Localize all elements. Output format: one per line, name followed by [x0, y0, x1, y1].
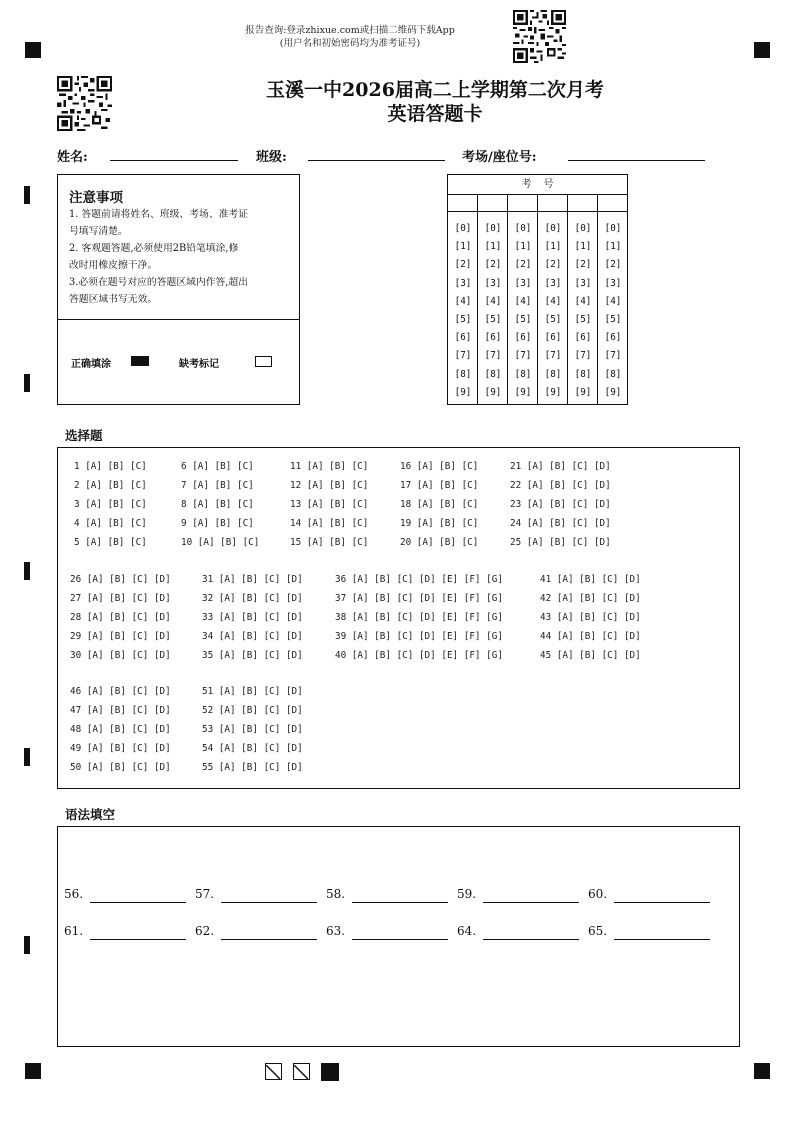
choice-question-row[interactable]: 37 [A] [B] [C] [D] [E] [F] [G]	[335, 593, 503, 604]
exam-number-write-box[interactable]	[568, 194, 598, 212]
choice-question-row[interactable]: 31 [A] [B] [C] [D]	[202, 574, 303, 585]
report-login-note	[200, 24, 500, 50]
grammar-item-number: 58.	[326, 887, 346, 901]
choice-question-row[interactable]: 22 [A] [B] [C] [D]	[510, 480, 611, 491]
exam-number-bubble[interactable]: [5]	[574, 314, 592, 325]
exam-number-bubble[interactable]: [8]	[484, 368, 502, 380]
exam-number-bubble[interactable]: [1]	[574, 241, 592, 253]
choice-question-row[interactable]: 46 [A] [B] [C] [D]	[70, 686, 171, 697]
seat-field[interactable]	[568, 160, 705, 161]
correct-fill-sample	[131, 356, 149, 366]
notice-box	[57, 174, 300, 405]
exam-number-bubble[interactable]: [3]	[514, 277, 532, 289]
grammar-answer-area	[57, 826, 740, 1047]
exam-number-bubble[interactable]: [0]	[544, 223, 562, 234]
exam-number-bubble[interactable]: [6]	[484, 332, 502, 344]
grammar-answer-blank[interactable]	[90, 939, 186, 940]
grammar-answer-blank[interactable]	[90, 902, 186, 903]
exam-number-grid	[447, 174, 628, 405]
exam-number-bubble[interactable]: [2]	[544, 259, 562, 271]
exam-number-bubble[interactable]: [8]	[604, 368, 622, 380]
exam-number-bubble[interactable]: [5]	[454, 314, 472, 325]
grammar-item-number: 60.	[588, 887, 608, 901]
name-label: 姓名:	[57, 150, 88, 165]
exam-number-bubble[interactable]: [0]	[484, 223, 502, 234]
exam-number-header: 考号	[448, 175, 627, 195]
choice-question-row[interactable]: 44 [A] [B] [C] [D]	[540, 631, 641, 642]
choice-question-row[interactable]: 45 [A] [B] [C] [D]	[540, 650, 641, 661]
exam-number-bubble[interactable]: [7]	[514, 350, 532, 362]
exam-title	[180, 78, 690, 126]
absent-mark-box[interactable]	[255, 356, 272, 367]
choice-question-row[interactable]: 48 [A] [B] [C] [D]	[70, 724, 171, 735]
choice-question-row[interactable]: 10 [A] [B] [C]	[181, 537, 260, 548]
name-field[interactable]	[110, 160, 238, 161]
correct-fill-label: 正确填涂	[71, 359, 111, 370]
choice-question-row[interactable]: 12 [A] [B] [C]	[290, 480, 369, 491]
choice-question-row[interactable]: 36 [A] [B] [C] [D] [E] [F] [G]	[335, 574, 503, 585]
login-note-line: 报告查询:登录zhixue.com或扫描二维码下载App	[245, 25, 455, 36]
grammar-answer-blank[interactable]	[483, 902, 579, 903]
exam-title-line1: 玉溪一中2026届高二上学期第二次月考	[266, 79, 604, 101]
exam-number-bubble[interactable]: [1]	[484, 241, 502, 253]
grammar-answer-blank[interactable]	[221, 939, 317, 940]
choice-question-row[interactable]: 52 [A] [B] [C] [D]	[202, 705, 303, 716]
timing-mark	[24, 562, 30, 580]
notice-line: 号填写清楚。	[69, 226, 128, 237]
grammar-section-label: 语法填空	[65, 807, 116, 822]
student-qr-code	[57, 76, 112, 135]
notice-line: 1. 答题前请将姓名、班级、考场、准考证	[69, 209, 249, 220]
class-field[interactable]	[308, 160, 445, 161]
exam-number-bubble[interactable]: [9]	[454, 386, 472, 398]
exam-number-bubble[interactable]: [6]	[514, 332, 532, 344]
grammar-answer-blank[interactable]	[352, 939, 448, 940]
exam-number-bubble[interactable]: [9]	[574, 386, 592, 398]
exam-number-bubble[interactable]: [4]	[454, 295, 472, 307]
notice-line: 3.必须在题号对应的答题区域内作答,超出	[69, 277, 249, 288]
choice-question-row[interactable]: 28 [A] [B] [C] [D]	[70, 612, 171, 623]
exam-number-bubble[interactable]: [6]	[604, 332, 622, 344]
exam-number-bubble[interactable]: [4]	[604, 295, 622, 307]
exam-number-bubble[interactable]: [7]	[574, 350, 592, 362]
exam-number-bubble[interactable]: [5]	[484, 314, 502, 325]
grammar-item-number: 56.	[64, 887, 84, 901]
exam-number-bubble[interactable]: [9]	[604, 386, 622, 398]
choice-question-row[interactable]: 26 [A] [B] [C] [D]	[70, 574, 171, 585]
choice-question-row[interactable]: 40 [A] [B] [C] [D] [E] [F] [G]	[335, 650, 503, 661]
exam-number-write-box[interactable]	[598, 194, 627, 212]
choice-question-row[interactable]: 19 [A] [B] [C]	[400, 518, 479, 529]
absent-mark-label: 缺考标记	[179, 359, 219, 370]
exam-number-write-box[interactable]	[538, 194, 568, 212]
grammar-answer-blank[interactable]	[352, 902, 448, 903]
choice-question-row[interactable]: 38 [A] [B] [C] [D] [E] [F] [G]	[335, 612, 503, 623]
grammar-answer-blank[interactable]	[614, 902, 710, 903]
choice-question-row[interactable]: 3 [A] [B] [C]	[74, 499, 147, 510]
exam-number-write-box[interactable]	[448, 194, 478, 212]
slash-box-mark	[293, 1063, 310, 1080]
timing-mark	[24, 748, 30, 766]
choice-question-row[interactable]: 55 [A] [B] [C] [D]	[202, 762, 303, 773]
exam-number-bubble[interactable]: [2]	[484, 259, 502, 271]
corner-mark-bottom-right	[754, 1063, 770, 1079]
grammar-item-number: 61.	[64, 924, 84, 938]
exam-number-bubble[interactable]: [5]	[514, 314, 532, 325]
exam-number-bubble[interactable]: [8]	[514, 368, 532, 380]
grammar-item-number: 62.	[195, 924, 215, 938]
grammar-answer-blank[interactable]	[483, 939, 579, 940]
choice-question-row[interactable]: 42 [A] [B] [C] [D]	[540, 593, 641, 604]
exam-number-bubble[interactable]: [8]	[544, 368, 562, 380]
exam-number-bubble[interactable]: [2]	[574, 259, 592, 271]
choice-question-row[interactable]: 35 [A] [B] [C] [D]	[202, 650, 303, 661]
class-label: 班级:	[256, 150, 287, 165]
choice-question-row[interactable]: 5 [A] [B] [C]	[74, 537, 147, 548]
exam-number-bubble[interactable]: [6]	[574, 332, 592, 344]
choice-question-row[interactable]: 54 [A] [B] [C] [D]	[202, 743, 303, 754]
choice-question-row[interactable]: 29 [A] [B] [C] [D]	[70, 631, 171, 642]
exam-number-bubble[interactable]: [1]	[604, 241, 622, 253]
choice-question-row[interactable]: 17 [A] [B] [C]	[400, 480, 479, 491]
exam-number-bubble[interactable]: [3]	[604, 277, 622, 289]
choice-question-row[interactable]: 32 [A] [B] [C] [D]	[202, 593, 303, 604]
choice-question-row[interactable]: 27 [A] [B] [C] [D]	[70, 593, 171, 604]
exam-number-bubble[interactable]: [5]	[544, 314, 562, 325]
notice-line: 改时用橡皮擦干净。	[69, 260, 158, 271]
exam-number-bubble[interactable]: [8]	[454, 368, 472, 380]
choice-question-row[interactable]: 51 [A] [B] [C] [D]	[202, 686, 303, 697]
grammar-answer-blank[interactable]	[614, 939, 710, 940]
exam-number-bubble[interactable]: [0]	[454, 223, 472, 234]
choice-question-row[interactable]: 43 [A] [B] [C] [D]	[540, 612, 641, 623]
exam-number-bubble[interactable]: [9]	[514, 386, 532, 398]
choice-section-label: 选择题	[65, 428, 103, 443]
exam-number-bubble[interactable]: [0]	[574, 223, 592, 234]
filled-box-mark	[321, 1063, 339, 1081]
exam-number-bubble[interactable]: [4]	[574, 295, 592, 307]
grammar-item-number: 57.	[195, 887, 215, 901]
exam-number-bubble[interactable]: [7]	[604, 350, 622, 362]
exam-number-bubble[interactable]: [9]	[484, 386, 502, 398]
exam-number-bubble[interactable]: [3]	[484, 277, 502, 289]
exam-number-bubble[interactable]: [4]	[484, 295, 502, 307]
exam-number-bubble[interactable]: [3]	[574, 277, 592, 289]
exam-number-bubble[interactable]: [8]	[574, 368, 592, 380]
grammar-item-number: 64.	[457, 924, 477, 938]
exam-number-bubble[interactable]: [0]	[514, 223, 532, 234]
choice-question-row[interactable]: 11 [A] [B] [C]	[290, 461, 369, 472]
exam-number-bubble[interactable]: [1]	[514, 241, 532, 253]
exam-number-bubble[interactable]: [7]	[484, 350, 502, 362]
seat-label: 考场/座位号:	[462, 150, 537, 165]
choice-question-row[interactable]: 47 [A] [B] [C] [D]	[70, 705, 171, 716]
exam-number-bubble[interactable]: [3]	[454, 277, 472, 289]
notice-divider	[58, 319, 299, 320]
notice-line: 答题区域书写无效。	[69, 294, 158, 305]
exam-number-bubble[interactable]: [1]	[454, 241, 472, 253]
choice-question-row[interactable]: 8 [A] [B] [C]	[181, 499, 254, 510]
choice-question-row[interactable]: 7 [A] [B] [C]	[181, 480, 254, 491]
choice-question-row[interactable]: 16 [A] [B] [C]	[400, 461, 479, 472]
choice-question-row[interactable]: 13 [A] [B] [C]	[290, 499, 369, 510]
choice-question-row[interactable]: 4 [A] [B] [C]	[74, 518, 147, 529]
choice-question-row[interactable]: 25 [A] [B] [C] [D]	[510, 537, 611, 548]
choice-question-row[interactable]: 34 [A] [B] [C] [D]	[202, 631, 303, 642]
exam-title-line2: 英语答题卡	[387, 103, 483, 125]
choice-question-row[interactable]: 20 [A] [B] [C]	[400, 537, 479, 548]
exam-number-write-box[interactable]	[508, 194, 538, 212]
choice-question-row[interactable]: 21 [A] [B] [C] [D]	[510, 461, 611, 472]
choice-question-row[interactable]: 1 [A] [B] [C]	[74, 461, 147, 472]
download-app-qr-code[interactable]	[513, 10, 566, 67]
exam-number-bubble[interactable]: [2]	[604, 259, 622, 271]
corner-mark-top-right	[754, 42, 770, 58]
corner-mark-bottom-left	[25, 1063, 41, 1079]
notice-line: 2. 客观题答题,必须使用2B铅笔填涂,修	[69, 243, 239, 254]
exam-number-bubble[interactable]: [1]	[544, 241, 562, 253]
exam-number-bubble[interactable]: [6]	[454, 332, 472, 344]
exam-number-bubble[interactable]: [2]	[514, 259, 532, 271]
choice-question-row[interactable]: 18 [A] [B] [C]	[400, 499, 479, 510]
corner-mark-top-left	[25, 42, 41, 58]
exam-number-bubble[interactable]: [7]	[454, 350, 472, 362]
choice-question-row[interactable]: 39 [A] [B] [C] [D] [E] [F] [G]	[335, 631, 503, 642]
choice-question-row[interactable]: 50 [A] [B] [C] [D]	[70, 762, 171, 773]
grammar-answer-blank[interactable]	[221, 902, 317, 903]
exam-number-bubble[interactable]: [3]	[544, 277, 562, 289]
exam-number-bubble[interactable]: [4]	[514, 295, 532, 307]
grammar-item-number: 65.	[588, 924, 608, 938]
slash-box-mark	[265, 1063, 282, 1080]
choice-question-row[interactable]: 53 [A] [B] [C] [D]	[202, 724, 303, 735]
choice-answer-area	[57, 447, 740, 789]
exam-number-bubble[interactable]: [4]	[544, 295, 562, 307]
choice-question-row[interactable]: 33 [A] [B] [C] [D]	[202, 612, 303, 623]
choice-question-row[interactable]: 24 [A] [B] [C] [D]	[510, 518, 611, 529]
choice-question-row[interactable]: 14 [A] [B] [C]	[290, 518, 369, 529]
choice-question-row[interactable]: 6 [A] [B] [C]	[181, 461, 254, 472]
choice-question-row[interactable]: 2 [A] [B] [C]	[74, 480, 147, 491]
exam-number-bubble[interactable]: [5]	[604, 314, 622, 325]
exam-number-write-box[interactable]	[478, 194, 508, 212]
choice-question-row[interactable]: 30 [A] [B] [C] [D]	[70, 650, 171, 661]
slash-icon	[266, 1065, 280, 1079]
timing-mark	[24, 374, 30, 392]
exam-number-bubble[interactable]: [7]	[544, 350, 562, 362]
choice-question-row[interactable]: 23 [A] [B] [C] [D]	[510, 499, 611, 510]
timing-mark	[24, 936, 30, 954]
exam-number-bubble[interactable]: [6]	[544, 332, 562, 344]
exam-number-bubble[interactable]: [9]	[544, 386, 562, 398]
notice-title: 注意事项	[69, 190, 123, 206]
choice-question-row[interactable]: 49 [A] [B] [C] [D]	[70, 743, 171, 754]
exam-number-bubble[interactable]: [0]	[604, 223, 622, 234]
grammar-item-number: 63.	[326, 924, 346, 938]
grammar-item-number: 59.	[457, 887, 477, 901]
choice-question-row[interactable]: 15 [A] [B] [C]	[290, 537, 369, 548]
choice-question-row[interactable]: 9 [A] [B] [C]	[181, 518, 254, 529]
exam-number-bubble[interactable]: [2]	[454, 259, 472, 271]
login-note-subline: (用户名和初始密码均为准考证号)	[279, 38, 421, 49]
choice-question-row[interactable]: 41 [A] [B] [C] [D]	[540, 574, 641, 585]
slash-icon	[294, 1065, 308, 1079]
timing-mark	[24, 186, 30, 204]
